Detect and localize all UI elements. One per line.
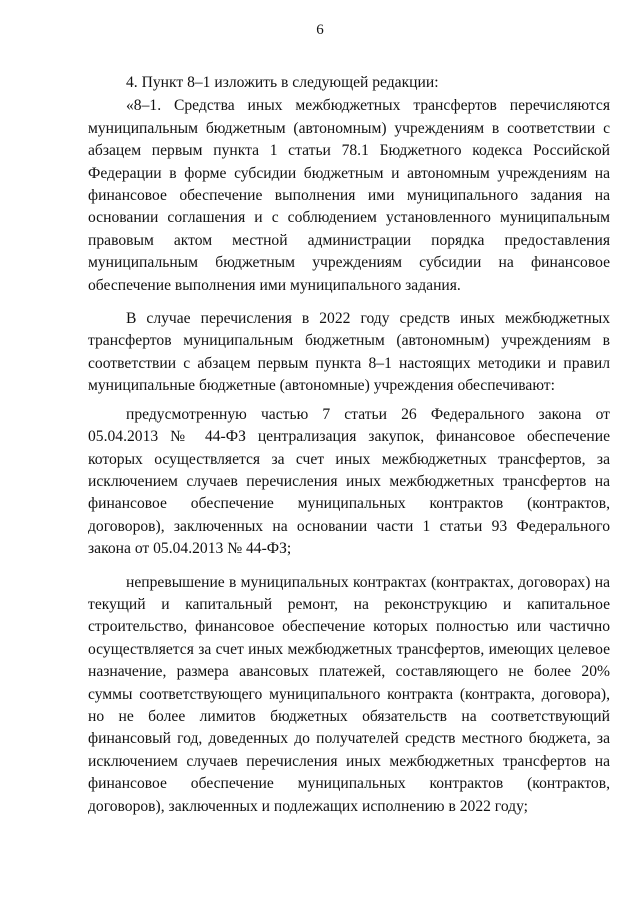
page-number: 6 bbox=[316, 22, 324, 38]
amendment-heading: 4. Пункт 8–1 изложить в следующей редакции: bbox=[126, 74, 439, 91]
paragraph-transfer-case: В случае перечисления в 2022 году средств иных межбюджетных трансфертов муниципальным бюджетным (автономным) учреждениям в соответствии с абзацем первым пункта 8–1 настоящих методики и правил муниципальные бюджетные (автономные) учреждения обеспечивают: bbox=[88, 310, 610, 395]
paragraph-advance-payments: непревышение в муниципальных контрактах (контрактах, договорах) на текущий и капитальный ремонт, на реконструкцию и капитальное строительство, финансовое обеспечение которых полностью или частично осуществляется за счет иных межбюджетных трансфертов, имеющих целевое назначение, размера авансовых платежей, составляющего не более 20% суммы соответствующего муниципального контракта (контракта, договора), но не более лимитов бюджетных обязательств на соответствующий финансовый год, доведенных до получателей средств местного бюджета, за исключением случаев перечисления иных межбюджетных трансфертов на финансовое обеспечение муниципальных контрактов (контрактов, договоров), заключенных и подлежащих исполнению в 2022 году; bbox=[88, 573, 610, 815]
document-body bbox=[88, 72, 610, 818]
paragraph-procurement-centralization: предусмотренную частью 7 статьи 26 Федерального закона от 05.04.2013 № 44-ФЗ централизация закупок, финансовое обеспечение которых осуществляется за счет иных межбюджетных трансфертов, за исключением случаев перечисления иных межбюджетных трансфертов на финансовое обеспечение муниципальных контрактов (контрактов, договоров), заключенных на основании части 1 статьи 93 Федерального закона от 05.04.2013 № 44-ФЗ; bbox=[88, 405, 610, 558]
paragraph-8-1-text: «8–1. Средства иных межбюджетных трансфертов перечисляются муниципальным бюджетным (автономным) учреждениям в соответствии с абзацем первым пункта 1 статьи 78.1 Бюджетного кодекса Российской Федерации в форме субсидии бюджетным и автономным учреждениям на финансовое обеспечение выполнения ими муниципального задания на основании соглашения и с соблюдением установленного муниципальным правовым актом местной администрации порядка предоставления муниципальным бюджетным учреждениям субсидии на финансовое обеспечение выполнения ими муниципального задания. bbox=[88, 97, 610, 294]
